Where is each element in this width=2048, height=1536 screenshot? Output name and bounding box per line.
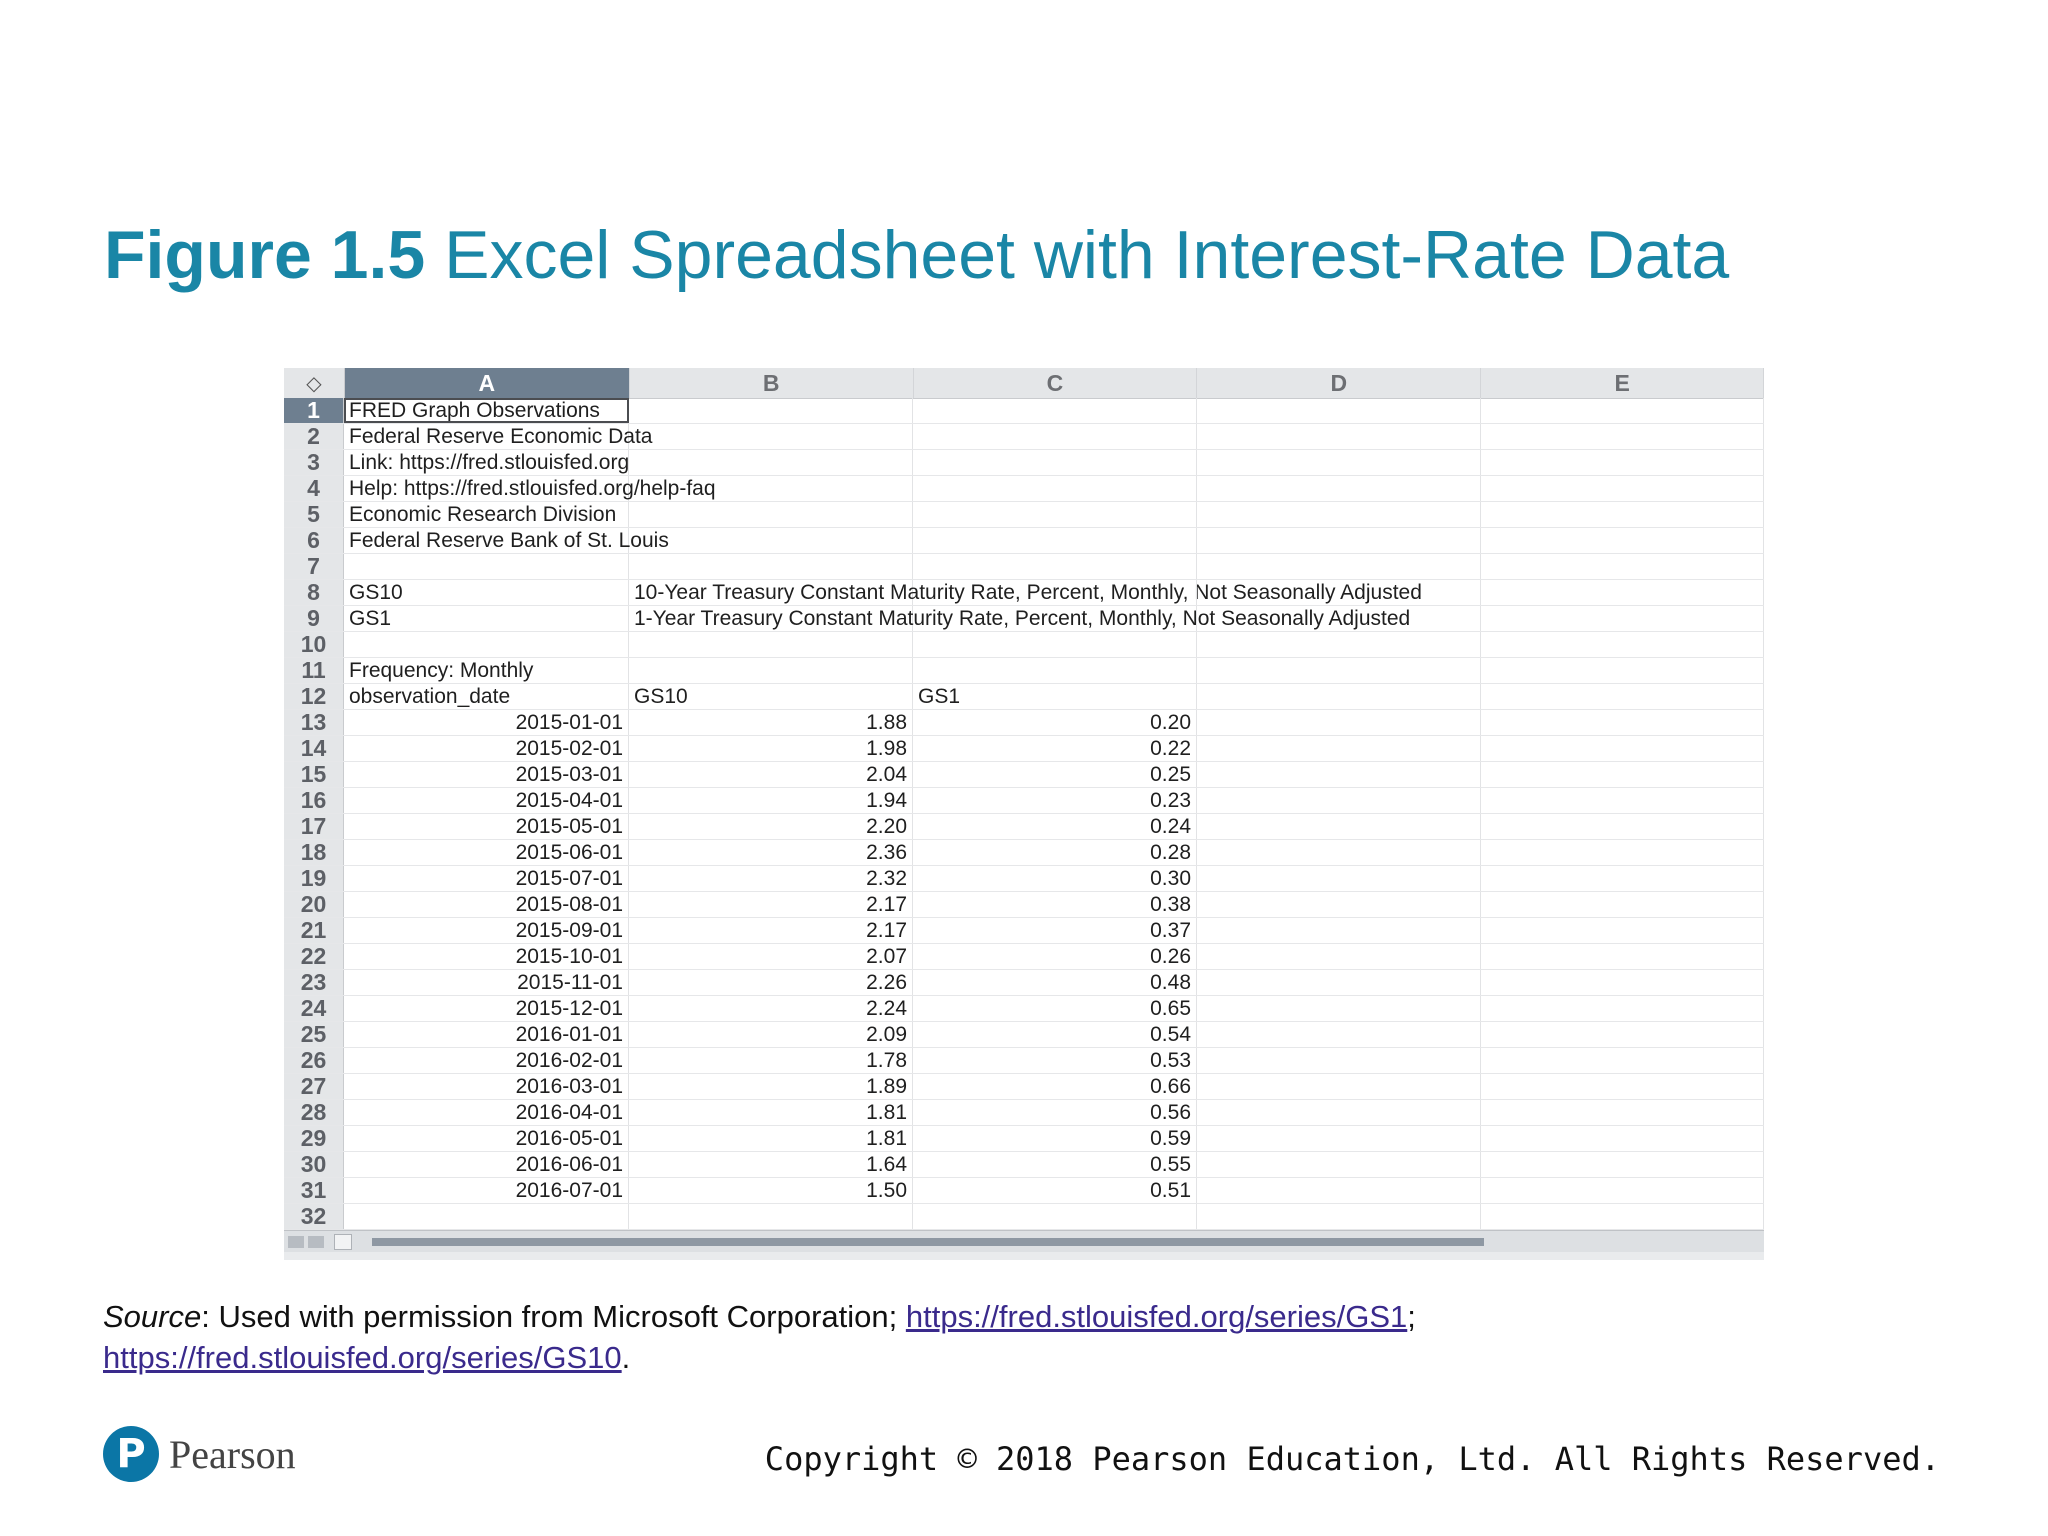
- table-row: [284, 1178, 1764, 1204]
- source-separator: ;: [1407, 1299, 1416, 1334]
- figure-title: [104, 215, 1729, 295]
- cell-e: [1481, 840, 1764, 865]
- row-header: 26: [284, 1048, 344, 1073]
- cell-a: 2015-11-01: [344, 970, 629, 995]
- cell-d: [1197, 1204, 1481, 1229]
- table-row: [284, 996, 1764, 1022]
- cell-d: [1197, 996, 1481, 1021]
- cell-c: 0.22: [913, 736, 1197, 761]
- table-row: [284, 788, 1764, 814]
- cell-b: 1.64: [629, 1152, 913, 1177]
- status-bar: [284, 1252, 1764, 1260]
- table-row: [284, 840, 1764, 866]
- cell-a: 2016-07-01: [344, 1178, 629, 1203]
- cell-c: 0.65: [913, 996, 1197, 1021]
- cell-c: [913, 476, 1197, 501]
- cell-e: [1481, 528, 1764, 553]
- table-row: [284, 1048, 1764, 1074]
- row-header: 16: [284, 788, 344, 813]
- cell-e: [1481, 710, 1764, 735]
- cell-c: [913, 450, 1197, 475]
- cell-c: [913, 398, 1197, 423]
- cell-b: [629, 658, 913, 683]
- copyright-notice: Copyright © 2018 Pearson Education, Ltd. All Rights Reserved.: [764, 1440, 1940, 1478]
- cell-d: [1197, 788, 1481, 813]
- cell-b: 1.50: [629, 1178, 913, 1203]
- cell-a: [344, 1204, 629, 1229]
- cell-a: observation_date: [344, 684, 629, 709]
- cell-a: 2016-02-01: [344, 1048, 629, 1073]
- cell-e: [1481, 502, 1764, 527]
- table-row: [284, 502, 1764, 528]
- figure-number: Figure 1.5: [104, 217, 426, 293]
- table-row: [284, 1074, 1764, 1100]
- cell-e: [1481, 814, 1764, 839]
- cell-d: [1197, 762, 1481, 787]
- column-header-a: A: [345, 368, 630, 398]
- row-header: 28: [284, 1100, 344, 1125]
- cell-d: [1197, 606, 1481, 631]
- table-row: [284, 1204, 1764, 1230]
- sheet-rows: [284, 398, 1764, 1230]
- row-header: 5: [284, 502, 344, 527]
- cell-e: [1481, 996, 1764, 1021]
- cell-a: 2015-10-01: [344, 944, 629, 969]
- source-label: Source: [103, 1299, 202, 1334]
- cell-b: 2.09: [629, 1022, 913, 1047]
- cell-d: [1197, 1152, 1481, 1177]
- cell-d: [1197, 1126, 1481, 1151]
- cell-c: 0.51: [913, 1178, 1197, 1203]
- table-row: [284, 970, 1764, 996]
- row-header: 24: [284, 996, 344, 1021]
- cell-e: [1481, 736, 1764, 761]
- row-header: 8: [284, 580, 344, 605]
- row-header: 25: [284, 1022, 344, 1047]
- cell-c: 0.25: [913, 762, 1197, 787]
- cell-b: [629, 1204, 913, 1229]
- row-header: 13: [284, 710, 344, 735]
- cell-c: 0.26: [913, 944, 1197, 969]
- cell-c: 0.55: [913, 1152, 1197, 1177]
- table-row: [284, 1022, 1764, 1048]
- table-row: [284, 580, 1764, 606]
- cell-e: [1481, 684, 1764, 709]
- cell-c: 0.28: [913, 840, 1197, 865]
- cell-c: [913, 424, 1197, 449]
- row-header: 4: [284, 476, 344, 501]
- cell-e: [1481, 918, 1764, 943]
- table-row: [284, 1100, 1764, 1126]
- row-header: 18: [284, 840, 344, 865]
- cell-c: [913, 580, 1197, 605]
- cell-c: [913, 528, 1197, 553]
- table-row: [284, 710, 1764, 736]
- row-header: 32: [284, 1204, 344, 1229]
- cell-e: [1481, 658, 1764, 683]
- gs1-link[interactable]: https://fred.stlouisfed.org/series/GS1: [905, 1299, 1408, 1334]
- cell-c: 0.37: [913, 918, 1197, 943]
- cell-c: 0.20: [913, 710, 1197, 735]
- column-header-b: B: [630, 368, 914, 398]
- table-row: [284, 528, 1764, 554]
- cell-d: [1197, 554, 1481, 579]
- gs10-link[interactable]: https://fred.stlouisfed.org/series/GS10: [103, 1340, 622, 1375]
- row-header: 10: [284, 632, 344, 657]
- cell-b: 1.81: [629, 1100, 913, 1125]
- cell-d: [1197, 424, 1481, 449]
- cell-e: [1481, 762, 1764, 787]
- source-text: : Used with permission from Microsoft Corporation;: [201, 1299, 906, 1334]
- table-row: [284, 944, 1764, 970]
- cell-a: Frequency: Monthly: [344, 658, 629, 683]
- cell-e: [1481, 788, 1764, 813]
- cell-a: 2015-09-01: [344, 918, 629, 943]
- cell-a: Help: https://fred.stlouisfed.org/help-faq: [344, 476, 629, 501]
- table-row: [284, 554, 1764, 580]
- cell-a: FRED Graph Observations: [344, 398, 629, 423]
- cell-a: 2015-03-01: [344, 762, 629, 787]
- cell-d: [1197, 528, 1481, 553]
- cell-b: 1.98: [629, 736, 913, 761]
- row-header: 19: [284, 866, 344, 891]
- cell-c: [913, 606, 1197, 631]
- cell-b: [629, 502, 913, 527]
- table-row: [284, 762, 1764, 788]
- cell-b: 1.81: [629, 1126, 913, 1151]
- cell-b: 2.07: [629, 944, 913, 969]
- row-header: 2: [284, 424, 344, 449]
- cell-e: [1481, 944, 1764, 969]
- row-header: 9: [284, 606, 344, 631]
- cell-d: [1197, 398, 1481, 423]
- table-row: [284, 1126, 1764, 1152]
- sheet-nav-icon: [288, 1236, 304, 1248]
- row-header: 6: [284, 528, 344, 553]
- cell-d: [1197, 658, 1481, 683]
- cell-c: 0.23: [913, 788, 1197, 813]
- table-row: [284, 398, 1764, 424]
- cell-d: [1197, 840, 1481, 865]
- table-row: [284, 450, 1764, 476]
- cell-c: 0.56: [913, 1100, 1197, 1125]
- cell-d: [1197, 1022, 1481, 1047]
- row-header: 29: [284, 1126, 344, 1151]
- table-row: [284, 892, 1764, 918]
- cell-e: [1481, 554, 1764, 579]
- cell-d: [1197, 814, 1481, 839]
- cell-b: 2.32: [629, 866, 913, 891]
- cell-b: 1-Year Treasury Constant Maturity Rate, Percent, Monthly, Not Seasonally Adjusted: [629, 606, 913, 631]
- cell-d: [1197, 918, 1481, 943]
- cell-d: [1197, 684, 1481, 709]
- pearson-logo-icon: P: [103, 1426, 159, 1482]
- table-row: [284, 814, 1764, 840]
- row-header: 3: [284, 450, 344, 475]
- row-header: 20: [284, 892, 344, 917]
- table-row: [284, 684, 1764, 710]
- cell-a: 2016-03-01: [344, 1074, 629, 1099]
- cell-d: [1197, 736, 1481, 761]
- cell-c: 0.53: [913, 1048, 1197, 1073]
- cell-e: [1481, 450, 1764, 475]
- cell-e: [1481, 632, 1764, 657]
- cell-b: [629, 450, 913, 475]
- cell-c: 0.24: [913, 814, 1197, 839]
- cell-c: GS1: [913, 684, 1197, 709]
- cell-b: 1.88: [629, 710, 913, 735]
- cell-c: [913, 658, 1197, 683]
- row-header: 21: [284, 918, 344, 943]
- cell-a: 2015-06-01: [344, 840, 629, 865]
- cell-d: [1197, 866, 1481, 891]
- cell-a: 2015-04-01: [344, 788, 629, 813]
- cell-a: 2015-12-01: [344, 996, 629, 1021]
- cell-c: [913, 632, 1197, 657]
- cell-b: [629, 632, 913, 657]
- sheet-nav-icon: [308, 1236, 324, 1248]
- cell-a: 2015-07-01: [344, 866, 629, 891]
- cell-e: [1481, 398, 1764, 423]
- cell-d: [1197, 1074, 1481, 1099]
- cell-b: 2.24: [629, 996, 913, 1021]
- cell-b: [629, 528, 913, 553]
- cell-d: [1197, 970, 1481, 995]
- cell-d: [1197, 944, 1481, 969]
- sheet-tab: [334, 1234, 352, 1250]
- figure-caption: Excel Spreadsheet with Interest-Rate Data: [444, 217, 1730, 293]
- cell-c: [913, 1204, 1197, 1229]
- cell-b: 1.94: [629, 788, 913, 813]
- cell-a: 2016-01-01: [344, 1022, 629, 1047]
- column-header-c: C: [914, 368, 1198, 398]
- cell-c: 0.30: [913, 866, 1197, 891]
- cell-b: 2.36: [629, 840, 913, 865]
- cell-e: [1481, 606, 1764, 631]
- cell-a: GS10: [344, 580, 629, 605]
- cell-e: [1481, 866, 1764, 891]
- row-header: 23: [284, 970, 344, 995]
- cell-b: 2.04: [629, 762, 913, 787]
- cell-d: [1197, 450, 1481, 475]
- cell-e: [1481, 1022, 1764, 1047]
- cell-e: [1481, 580, 1764, 605]
- cell-e: [1481, 970, 1764, 995]
- cell-c: 0.38: [913, 892, 1197, 917]
- cell-a: Link: https://fred.stlouisfed.org: [344, 450, 629, 475]
- cell-a: GS1: [344, 606, 629, 631]
- cell-a: 2015-01-01: [344, 710, 629, 735]
- cell-a: 2015-02-01: [344, 736, 629, 761]
- cell-e: [1481, 1152, 1764, 1177]
- cell-d: [1197, 892, 1481, 917]
- source-note: [103, 1296, 1953, 1378]
- cell-e: [1481, 1204, 1764, 1229]
- cell-e: [1481, 1048, 1764, 1073]
- table-row: [284, 476, 1764, 502]
- cell-d: [1197, 1100, 1481, 1125]
- sheet-tab-bar: [284, 1230, 1764, 1253]
- row-header: 27: [284, 1074, 344, 1099]
- table-row: [284, 918, 1764, 944]
- cell-d: [1197, 476, 1481, 501]
- cell-e: [1481, 1074, 1764, 1099]
- cell-c: [913, 502, 1197, 527]
- row-header: 11: [284, 658, 344, 683]
- cell-b: GS10: [629, 684, 913, 709]
- column-header-d: D: [1197, 368, 1481, 398]
- row-header: 31: [284, 1178, 344, 1203]
- source-end: .: [621, 1340, 631, 1375]
- cell-b: 1.89: [629, 1074, 913, 1099]
- column-headers: [284, 368, 1764, 399]
- cell-d: [1197, 1048, 1481, 1073]
- table-row: [284, 1152, 1764, 1178]
- row-header: 1: [284, 398, 344, 423]
- row-header: 7: [284, 554, 344, 579]
- cell-e: [1481, 1100, 1764, 1125]
- pearson-logo: [103, 1426, 296, 1482]
- cell-b: 10-Year Treasury Constant Maturity Rate, Percent, Monthly, Not Seasonally Adjusted: [629, 580, 913, 605]
- cell-a: [344, 554, 629, 579]
- cell-e: [1481, 424, 1764, 449]
- table-row: [284, 632, 1764, 658]
- cell-c: 0.54: [913, 1022, 1197, 1047]
- row-header: 12: [284, 684, 344, 709]
- cell-a: Federal Reserve Economic Data: [344, 424, 629, 449]
- cell-a: 2015-08-01: [344, 892, 629, 917]
- row-header: 30: [284, 1152, 344, 1177]
- table-row: [284, 424, 1764, 450]
- select-all-corner: ◇: [284, 368, 345, 398]
- table-row: [284, 658, 1764, 684]
- cell-a: 2016-06-01: [344, 1152, 629, 1177]
- cell-b: 2.17: [629, 892, 913, 917]
- cell-c: 0.66: [913, 1074, 1197, 1099]
- cell-c: [913, 554, 1197, 579]
- cell-a: 2016-04-01: [344, 1100, 629, 1125]
- cell-d: [1197, 632, 1481, 657]
- cell-e: [1481, 892, 1764, 917]
- row-header: 14: [284, 736, 344, 761]
- cell-c: 0.59: [913, 1126, 1197, 1151]
- column-header-e: E: [1481, 368, 1764, 398]
- spreadsheet-image: [284, 368, 1764, 1260]
- cell-d: [1197, 1178, 1481, 1203]
- cell-a: [344, 632, 629, 657]
- pearson-wordmark: Pearson: [169, 1431, 296, 1477]
- row-header: 22: [284, 944, 344, 969]
- horizontal-scrollbar: [372, 1238, 1484, 1246]
- cell-a: 2015-05-01: [344, 814, 629, 839]
- cell-b: 2.26: [629, 970, 913, 995]
- table-row: [284, 866, 1764, 892]
- cell-b: [629, 424, 913, 449]
- cell-d: [1197, 502, 1481, 527]
- cell-b: 2.17: [629, 918, 913, 943]
- cell-d: [1197, 580, 1481, 605]
- cell-e: [1481, 476, 1764, 501]
- cell-a: Economic Research Division: [344, 502, 629, 527]
- cell-b: 2.20: [629, 814, 913, 839]
- table-row: [284, 606, 1764, 632]
- cell-b: [629, 476, 913, 501]
- cell-b: [629, 554, 913, 579]
- table-row: [284, 736, 1764, 762]
- cell-e: [1481, 1178, 1764, 1203]
- row-header: 17: [284, 814, 344, 839]
- cell-d: [1197, 710, 1481, 735]
- cell-a: 2016-05-01: [344, 1126, 629, 1151]
- cell-b: [629, 398, 913, 423]
- cell-b: 1.78: [629, 1048, 913, 1073]
- row-header: 15: [284, 762, 344, 787]
- cell-c: 0.48: [913, 970, 1197, 995]
- cell-a: Federal Reserve Bank of St. Louis: [344, 528, 629, 553]
- cell-e: [1481, 1126, 1764, 1151]
